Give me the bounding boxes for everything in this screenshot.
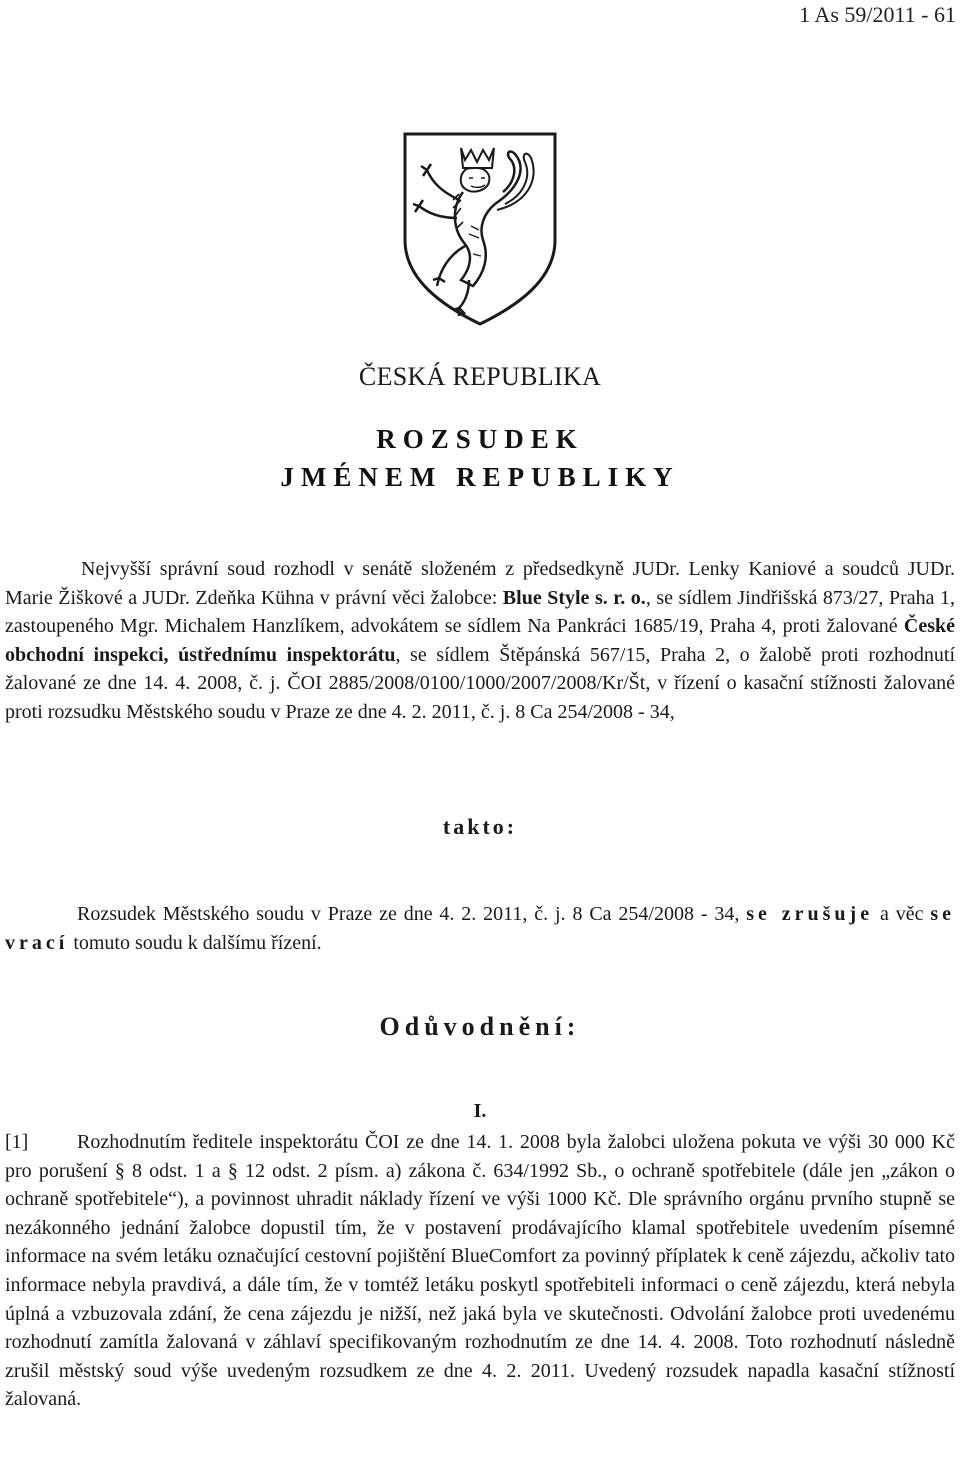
defendant-name: České obchodní inspekci, ústřednímu inspektorátu	[5, 615, 955, 666]
section-number: I.	[473, 1100, 487, 1122]
reasoning-paragraph-1	[5, 1128, 955, 1414]
intro-paragraph	[5, 555, 955, 727]
czech-lion-coat-of-arms-icon	[399, 130, 561, 328]
operative-text-part1: Rozsudek Městského soudu v Praze ze dne 4. 2. 2011, č. j. 8 Ca 254/2008 - 34,	[77, 903, 747, 925]
paragraph-number: [1]	[5, 1131, 29, 1153]
operative-paragraph	[5, 900, 955, 957]
intro-text-part1: Nejvyšší správní soud rozhodl v senátě složeném z předsedkyně JUDr. Lenky Kaniové a soudců JUDr. Marie Žiškové a JUDr. Zdeňka Kühna v právní věci žalobce:	[5, 558, 955, 609]
judgment-title: ROZSUDEK	[376, 424, 584, 454]
case-reference: 1 As 59/2011 - 61	[799, 2, 956, 27]
operative-verb-annul: se zrušuje	[746, 903, 874, 925]
operative-verb-return: se vrací	[5, 903, 955, 954]
takto-heading: takto:	[442, 814, 518, 839]
country-heading: ČESKÁ REPUBLIKA	[358, 362, 602, 391]
in-the-name-of-republic-title: JMÉNEM REPUBLIKY	[280, 462, 680, 492]
operative-text-part2: a věc	[873, 903, 931, 925]
intro-text-part2: , se sídlem Jindřišská 873/27, Praha 1, zastoupeného Mgr. Michalem Hanzlíkem, advokátem se sídlem Na Pankráci 1685/19, Praha 4, proti žalované	[5, 586, 956, 638]
plaintiff-name: Blue Style s. r. o.	[502, 586, 646, 609]
reasoning-heading: Odůvodnění:	[379, 1012, 581, 1041]
operative-text-part3: tomuto soudu k dalšímu řízení.	[68, 931, 322, 954]
intro-text-part3: , se sídlem Štěpánská 567/15, Praha 2, o žalobě proti rozhodnutí žalované ze dne 14. 4. 2008, č. j. ČOI 2885/2008/0100/1000/2007/2008/Kr/Št, v řízení o kasační stížnosti žalované proti rozsudku Městského soudu v Praze ze dne 4. 2. 2011, č. j. 8 Ca 254/2008 - 34,	[5, 643, 955, 723]
paragraph-text: Rozhodnutím ředitele inspektorátu ČOI ze dne 14. 1. 2008 byla žalobci uložena pokuta ve výši 30 000 Kč pro porušení § 8 odst. 1 a § 12 odst. 2 písm. a) zákona č. 634/1992 Sb., o ochraně spotřebitele (dále jen „zákon o ochraně spotřebitele“), a povinnost uhradit náklady řízení ve výši 1000 Kč. Dle správního orgánu prvního stupně se nezákonného jednání žalobce dopustil tím, že v postavení prodávajícího klamal spotřebitele uvedením písemné informace na svém letáku označující cestovní pojištění BlueComfort za povinný příplatek k ceně zájezdu, ačkoliv tato informace nebyla pravdivá, a dále tím, že v tomtéž letáku poskytl spotřebiteli informaci o ceně zájezdu, která nebyla úplná a vzbuzovala zdání, že cena zájezdu je nižší, než jaká byla ve skutečnosti. Odvolání žalobce proti uvedenému rozhodnutí zamítla žalovaná v záhlaví specifikovaným rozhodnutím ze dne 14. 4. 2008. Toto rozhodnutí následně zrušil městský soud výše uvedeným rozsudkem ze dne 4. 2. 2011. Uvedený rozsudek napadla kasační stížností žalovaná.	[5, 1131, 955, 1411]
